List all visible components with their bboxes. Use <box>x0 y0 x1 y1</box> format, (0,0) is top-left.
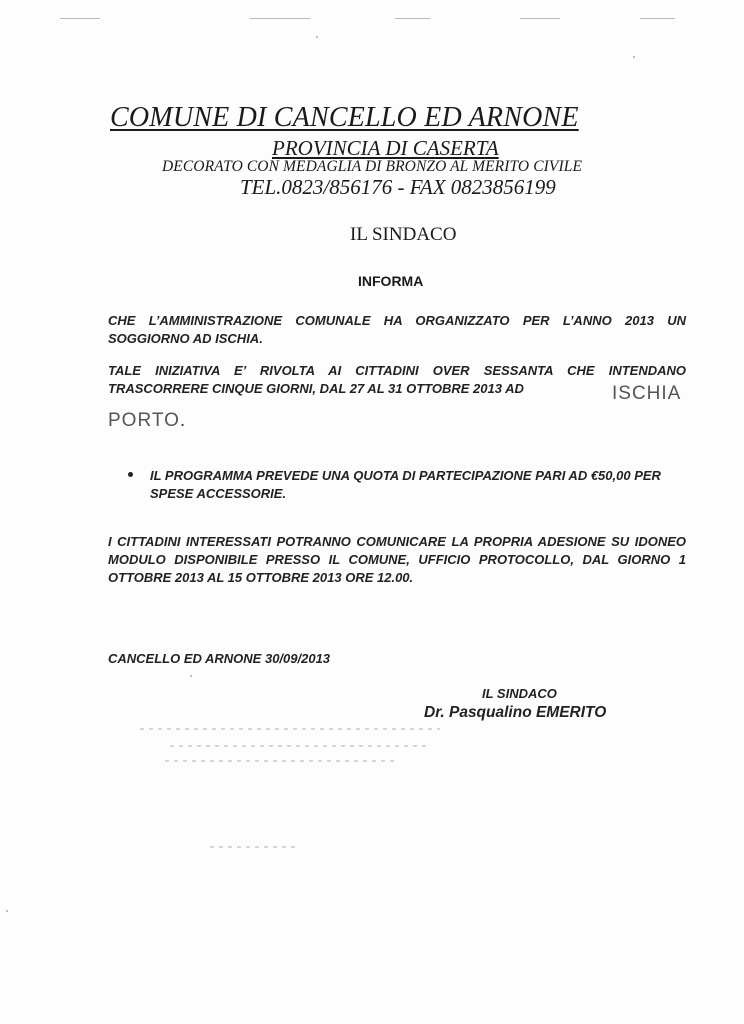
bleed-through-mark <box>210 846 300 848</box>
destination-ischia: ISCHIA <box>612 383 682 404</box>
decoration-note: DECORATO CON MEDAGLIA DI BRONZO AL MERITO CIVILE <box>162 158 583 175</box>
notice-heading: INFORMA <box>358 273 424 289</box>
sender-title: IL SINDACO <box>350 224 457 245</box>
signer-role: IL SINDACO <box>482 686 557 701</box>
province-name: PROVINCIA DI CASERTA <box>272 136 499 160</box>
bullet-item-fee: IL PROGRAMMA PREVEDE UNA QUOTA DI PARTECIPAZIONE PARI AD €50,00 PER SPESE ACCESSORIE. <box>150 468 661 501</box>
bleed-through-mark <box>165 760 395 762</box>
scan-speck <box>316 36 318 38</box>
paragraph-organization: CHE L’AMMINISTRAZIONE COMUNALE HA ORGANIZZATO PER L’ANNO 2013 UN SOGGIORNO AD ISCHIA. <box>108 313 686 346</box>
paragraph-registration: I CITTADINI INTERESSATI POTRANNO COMUNICARE LA PROPRIA ADESIONE SU IDONEO MODULO DISPONIBILE PRESSO IL COMUNE, UFFICIO PROTOCOLLO, DAL GIORNO 1 OTTOBRE 2013 AL 15 OTTOBRE 2013 ORE 12.00. <box>108 534 686 585</box>
scan-speck <box>633 56 635 58</box>
scan-artifact <box>640 18 675 19</box>
scan-artifact <box>395 18 430 19</box>
destination-porto: PORTO <box>108 410 180 431</box>
destination-period: . <box>179 410 186 431</box>
paragraph-initiative-line2: TRASCORRERE CINQUE GIORNI, DAL 27 AL 31 OTTOBRE 2013 AD <box>108 381 524 396</box>
scan-artifact <box>520 18 560 19</box>
scan-artifact <box>60 18 100 19</box>
paragraph-initiative-line1: TALE INIZIATIVA E’ RIVOLTA AI CITTADINI OVER SESSANTA CHE INTENDANO <box>108 363 686 378</box>
contact-numbers: TEL.0823/856176 - FAX 0823856199 <box>240 175 556 199</box>
signer-name: Dr. Pasqualino EMERITO <box>424 704 607 721</box>
bullet-dot-icon <box>128 472 133 477</box>
municipality-title: COMUNE DI CANCELLO ED ARNONE <box>110 102 579 133</box>
paragraph-initiative <box>108 362 686 398</box>
bleed-through-mark <box>170 745 430 747</box>
bleed-through-mark <box>140 728 440 730</box>
destination-porto-line <box>108 410 185 432</box>
scan-artifact <box>250 18 310 19</box>
scan-speck <box>190 675 192 677</box>
scan-speck <box>6 910 8 912</box>
place-and-date: CANCELLO ED ARNONE 30/09/2013 <box>108 651 331 666</box>
